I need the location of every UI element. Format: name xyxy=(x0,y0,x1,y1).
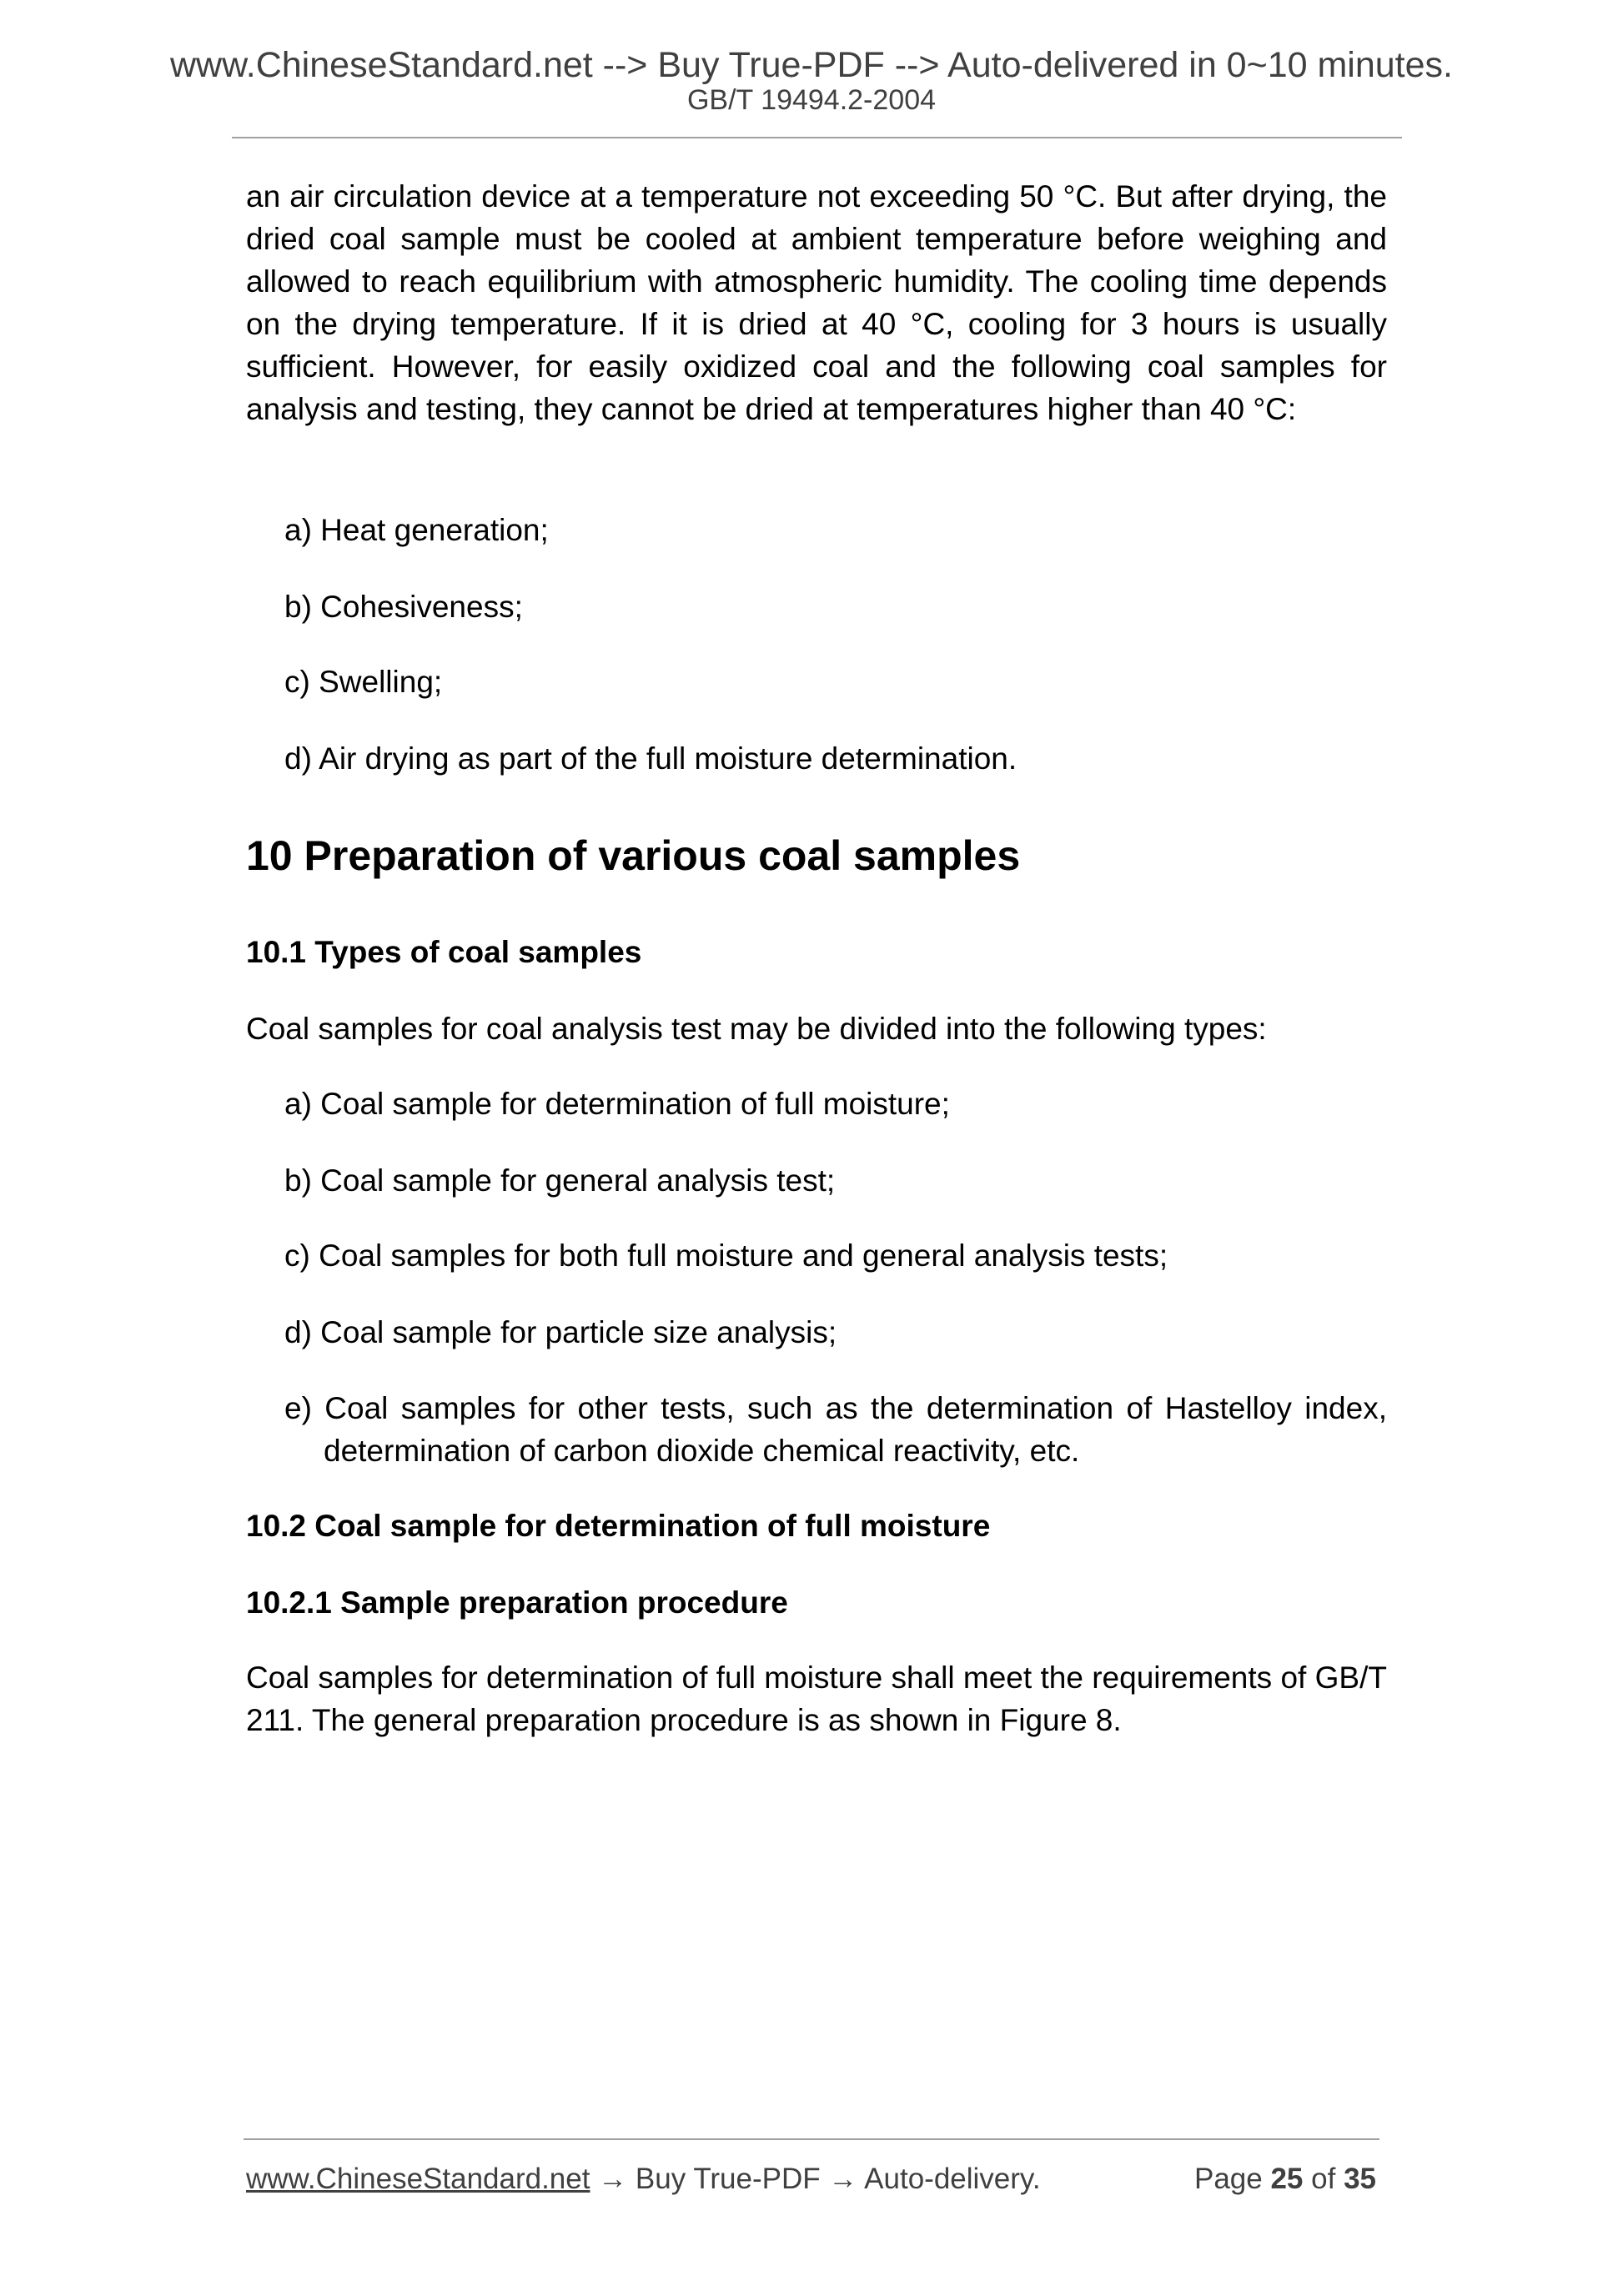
section-heading-10-2-1: 10.2.1 Sample preparation procedure xyxy=(246,1585,788,1620)
standard-id: GB/T 19494.2-2004 xyxy=(686,84,937,116)
footer-divider xyxy=(244,2138,1379,2140)
header-banner: www.ChineseStandard.net --> Buy True-PDF --> Auto-delivered in 0~10 minutes. xyxy=(169,45,1453,85)
page-label: Page xyxy=(1193,2163,1263,2195)
list-item: c) Swelling; xyxy=(284,665,443,699)
section-10-2-1-paragraph: Coal samples for determination of full moisture shall meet the requirements of GB/T 211. The general preparation procedure is as shown in Figure 8. xyxy=(246,1660,1387,1737)
list-item: b) Coal sample for general analysis test; xyxy=(284,1163,836,1198)
list-item: d) Air drying as part of the full moisture determination. xyxy=(284,741,1018,776)
list-item: c) Coal samples for both full moisture and general analysis tests; xyxy=(284,1238,1168,1273)
page-of: of xyxy=(1311,2163,1336,2195)
list-item: b) Cohesiveness; xyxy=(284,590,523,624)
page-indicator xyxy=(1194,2160,1376,2198)
section-10-1-paragraph: Coal samples for coal analysis test may be divided into the following types: xyxy=(246,1012,1267,1046)
list-item: d) Coal sample for particle size analysis; xyxy=(284,1315,837,1349)
intro-paragraph: an air circulation device at a temperature not exceeding 50 °C. But after drying, the dried coal sample must be cooled at ambient temperature before weighing and allowed to reach equilibrium with atmospheric humidity. The cooling time depends on the drying temperature. If it is dried at 40 °C, cooling for 3 hours is usually sufficient. However, for easily oxidized coal and the following coal samples for analysis and testing, they cannot be dried at temperatures higher than 40 °C: xyxy=(246,179,1387,426)
section-heading-10-2: 10.2 Coal sample for determination of full moisture xyxy=(246,1509,991,1543)
footer-left xyxy=(246,2160,1041,2198)
list-item: a) Heat generation; xyxy=(284,513,549,547)
list-item: e) Coal samples for other tests, such as the determination of Hastelloy index, determination of carbon dioxide chemical reactivity, etc. xyxy=(284,1391,1387,1468)
page-total: 35 xyxy=(1344,2163,1376,2195)
page-current: 25 xyxy=(1270,2163,1304,2195)
footer-link[interactable]: www.ChineseStandard.net xyxy=(246,2163,590,2195)
header-divider xyxy=(232,137,1402,138)
list-item: a) Coal sample for determination of full moisture; xyxy=(284,1087,950,1121)
section-heading-10: 10 Preparation of various coal samples xyxy=(246,832,1021,879)
footer-tagline: → Buy True-PDF → Auto-delivery. xyxy=(590,2163,1041,2195)
section-heading-10-1: 10.1 Types of coal samples xyxy=(246,935,642,969)
